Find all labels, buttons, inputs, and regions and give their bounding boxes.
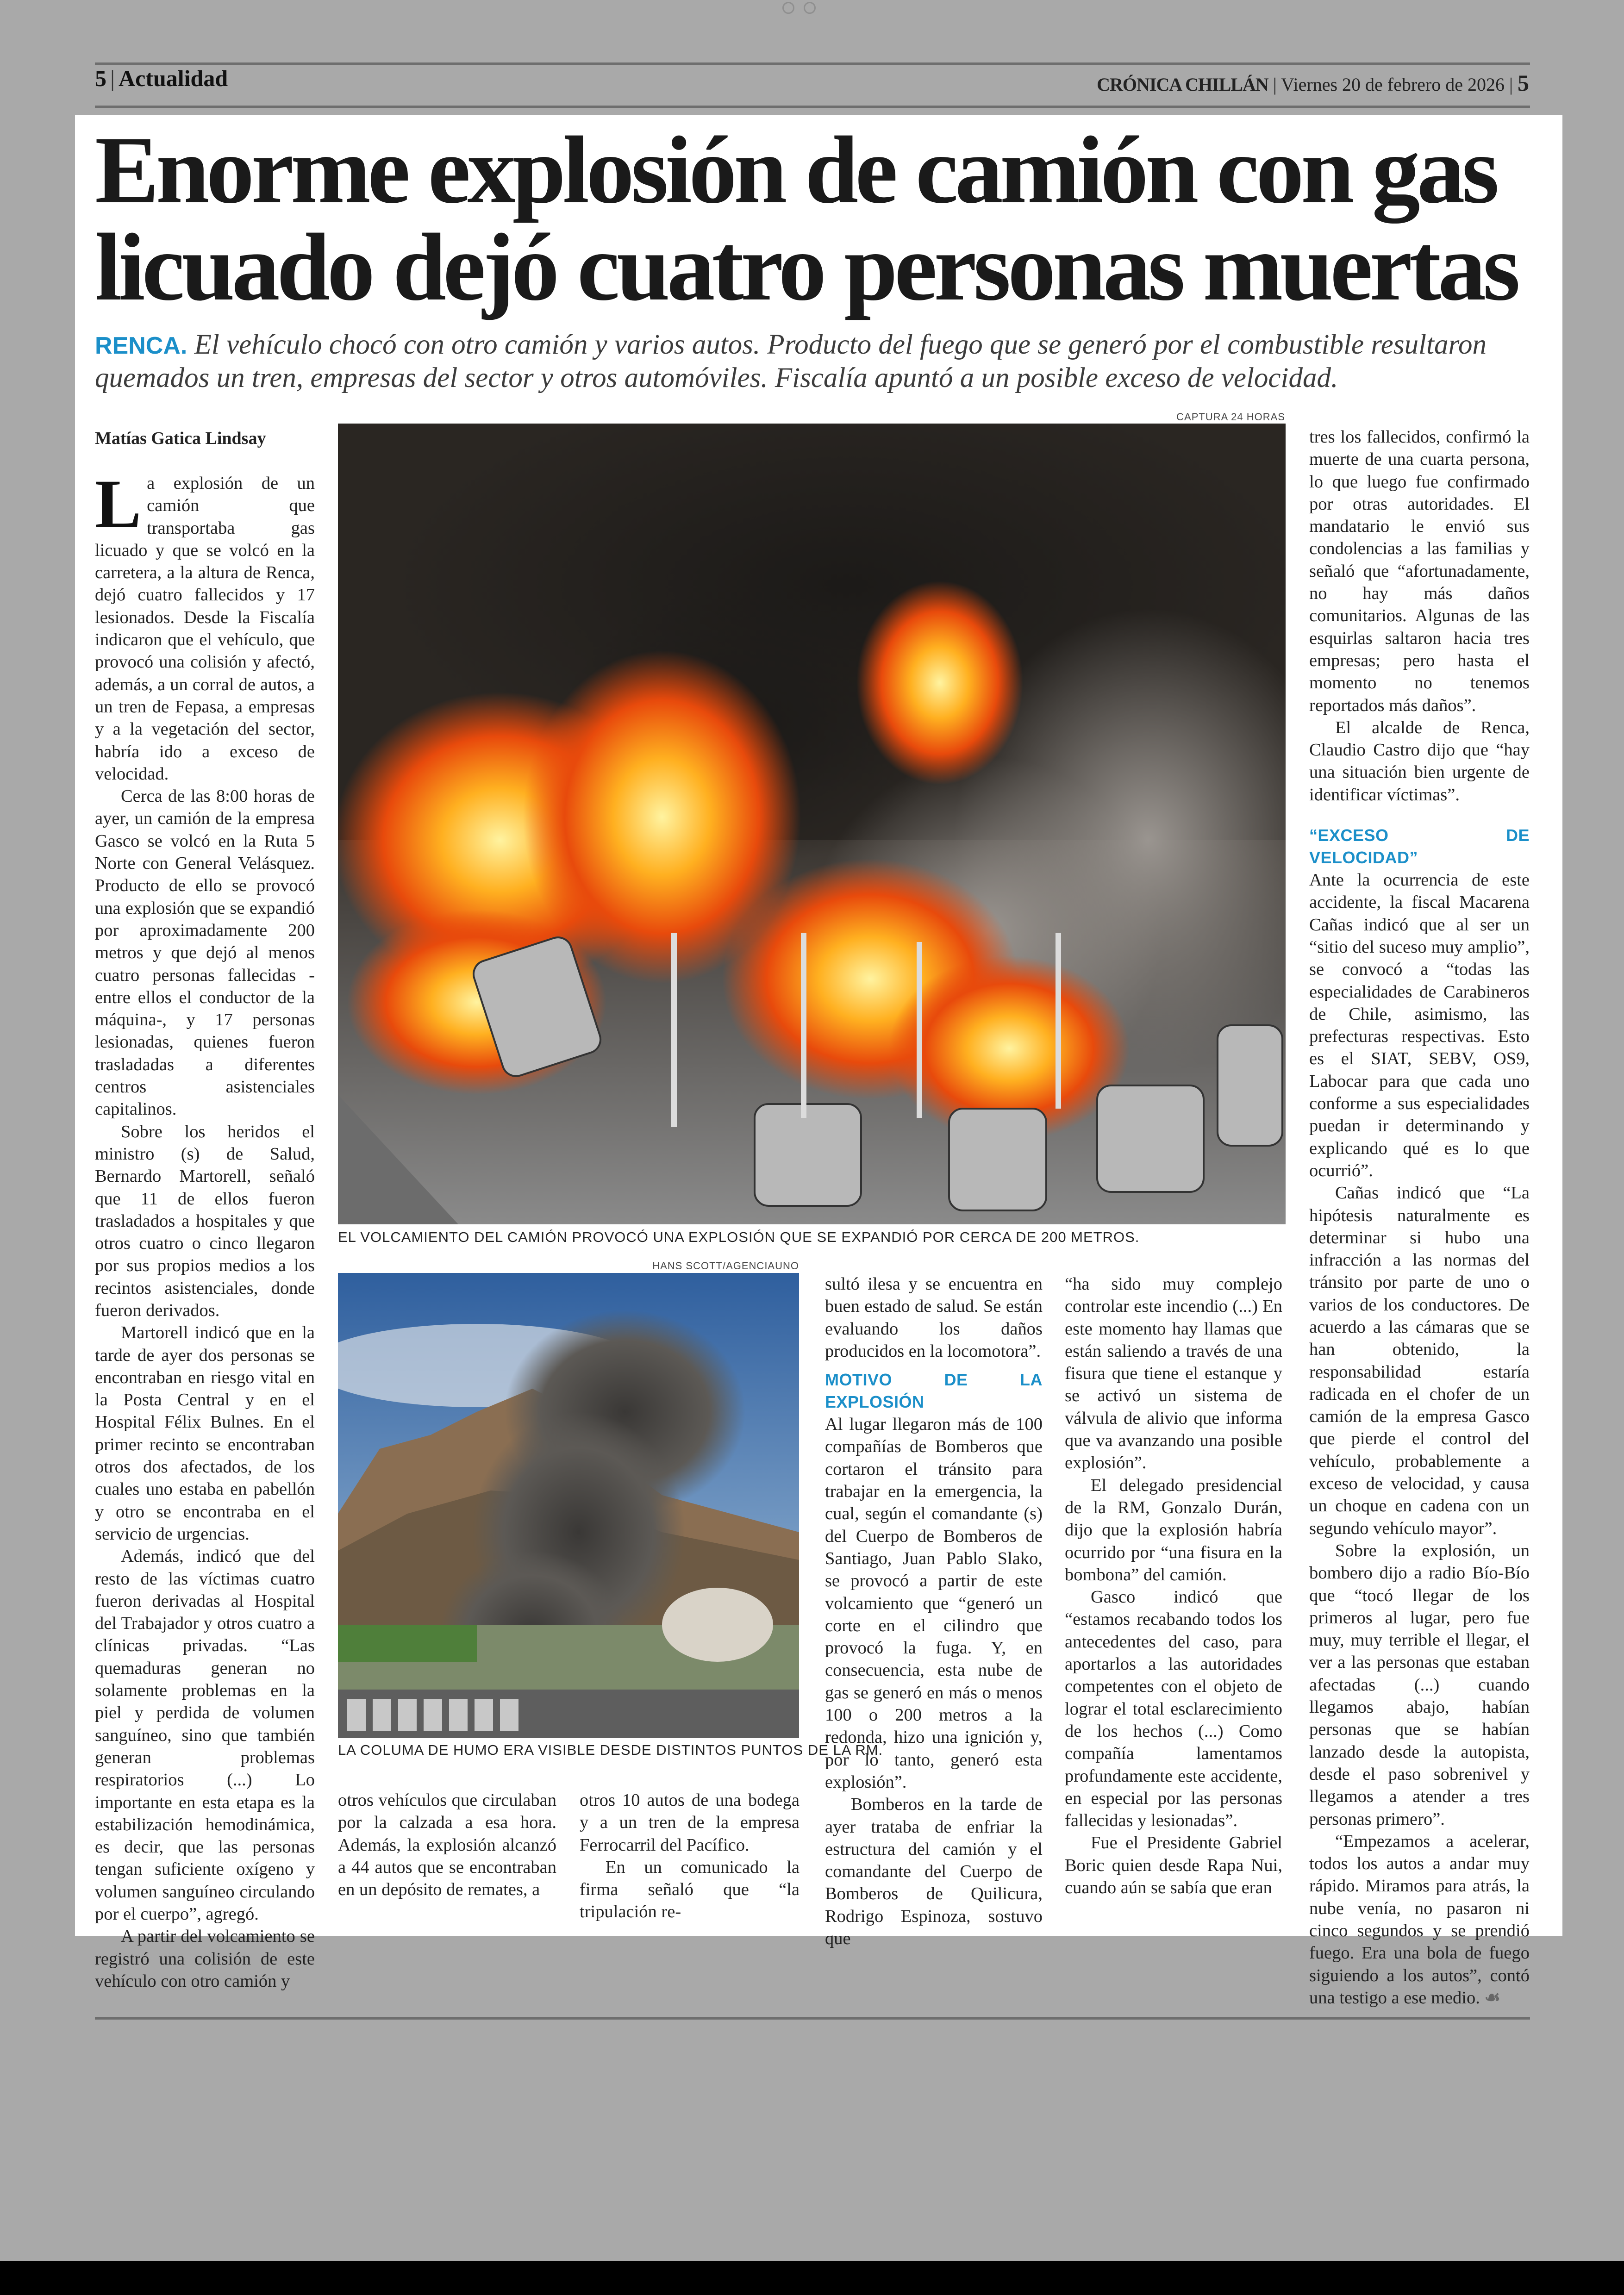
paragraph: tres los fallecidos, confirmó la muerte de una cuarta persona, lo que luego fue confirmado por otras autoridades. El mandatario le envió sus condolencias a las familias y señaló que “afortunadamente, no hay más daños comunitarios. Algunas de las esquirlas saltaron hacia tres empresas; pero hasta el momento no tenemos reportados más daños”. bbox=[1309, 427, 1530, 715]
paragraph: A partir del volcamiento se registró una colisión de este vehículo con otro camión y bbox=[95, 1927, 315, 1991]
section-header: 5 | Actualidad bbox=[95, 65, 228, 91]
paragraph: otros 10 autos de una bodega y a un tren de la empresa Ferrocarril del Pacífico. bbox=[580, 1790, 800, 1855]
nav-dot[interactable] bbox=[804, 2, 816, 14]
paragraph: otros vehículos que circulaban por la calzada a esa hora. Además, la explosión alcanzó a 44 autos que se encontraban en un depósito de remates, a bbox=[338, 1790, 556, 1900]
photo-caption: LA COLUMA DE HUMO ERA VISIBLE DESDE DISTINTOS PUNTOS DE LA RM. bbox=[338, 1742, 883, 1758]
page-nav-dots[interactable] bbox=[782, 2, 843, 14]
footer-rule bbox=[95, 2017, 1530, 2020]
paragraph: Sobre la explosión, un bombero dijo a radio Bío-Bío que “tocó llegar de los primeros al lugar, pero fue muy, muy terrible el llegar, el ver a las personas que estaban afectadas (...) cuando llegamos abajo, habían personas que se habían lanzado desde la autopista, desde el paso sobrenivel y llegamos a atender a tres personas primero”. bbox=[1309, 1540, 1530, 1829]
subhead: MOTIVO DE LA EXPLOSIÓN bbox=[825, 1370, 1043, 1412]
paragraph: Cerca de las 8:00 horas de ayer, un camión de la empresa Gasco se volcó en la Ruta 5 Norte con General Velásquez. Producto de ello se provocó una explosión que se expandió por aproximadamente 200 metros y que dejó al menos cuatro personas fallecidas -entre ellos el conductor de la máquina-, y 17 personas lesionadas, quienes fueron trasladadas a diferentes centros asistenciales capitalinos. bbox=[95, 786, 315, 1119]
paragraph: “ha sido muy complejo controlar este incendio (...) En este momento hay llamas que están saliendo a través de una fisura que tiene el estanque y se activó un sistema de válvula de alivio que informa que va avanzando una posible explosión”. bbox=[1065, 1274, 1282, 1473]
deck bbox=[95, 329, 1535, 394]
headline: Enorme explosión de camión con gas licuado dejó cuatro personas muertas bbox=[95, 117, 1518, 320]
publication-name: CRÓNICA CHILLÁN bbox=[1097, 74, 1268, 95]
deck-kicker: RENCA. bbox=[95, 332, 187, 359]
second-photo bbox=[338, 1273, 799, 1738]
header-rule bbox=[95, 106, 1530, 108]
column-5 bbox=[1065, 1273, 1282, 1899]
column-4 bbox=[825, 1273, 1043, 1950]
photo-caption: EL VOLCAMIENTO DEL CAMIÓN PROVOCÓ UNA EXPLOSIÓN QUE SE EXPANDIÓ POR CERCA DE 200 METROS. bbox=[338, 1229, 1140, 1245]
paragraph: Ante la ocurrencia de este accidente, la fiscal Macarena Cañas indicó que al ser un “sitio del suceso muy amplio”, se convocó a “todas las especialidades de Carabineros de Chile, asimismo, las prefecturas respectivas. Esto es el SIAT, SEBV, OS9, Labocar para que cada uno conforme a sus especialidades puedan ir determinando y explicando qué es lo que ocurrió”. bbox=[1309, 870, 1530, 1180]
paragraph: Bomberos en la tarde de ayer trataba de enfriar la estructura del camión y el comandante del Cuerpo de Bomberos de Quilicura, Rodrigo Espinoza, sostuvo que bbox=[825, 1795, 1043, 1949]
paragraph: Fue el Presidente Gabriel Boric quien desde Rapa Nui, cuando aún se sabía que eran bbox=[1065, 1833, 1282, 1898]
smoke-column-image bbox=[338, 1273, 799, 1738]
paragraph: El delegado presidencial de la RM, Gonzalo Durán, dijo que la explosión habría ocurrido por “una fisura en la bombona” del camión. bbox=[1065, 1475, 1282, 1584]
photo-credit: HANS SCOTT/AGENCIAUNO bbox=[652, 1260, 799, 1272]
publication-date: Viernes 20 de febrero de 2026 bbox=[1281, 74, 1505, 95]
paragraph: En un comunicado la firma señaló que “la tripulación re- bbox=[580, 1857, 800, 1922]
column-2 bbox=[338, 1789, 556, 1901]
paragraph: Además, indicó que del resto de las víctimas cuatro fueron derivadas al Hospital del Trabajador y otros cuatro a clínicas privadas. “Las quemaduras generan no solamente problemas en la piel y perdida de volumen sanguíneo, sino que también generan problemas respiratorios (...) Lo importante en esta etapa es la estabilización hemodinámica, es decir, que las personas tengan suficiente oxígeno y volumen sanguíneo circulando por el cuerpo”, agregó. bbox=[95, 1547, 315, 1924]
photo-credit: CAPTURA 24 HORAS bbox=[1176, 411, 1285, 423]
paragraph: Gasco indicó que “estamos recabando todos los antecedentes del caso, para aportarlos a las autoridades competentes con el objeto de lograr el total esclarecimiento de los hechos (...) Como compañía lamentamos profundamente este accidente, en especial por las personas fallecidas y lesionadas”. bbox=[1065, 1587, 1282, 1831]
paragraph: Cañas indicó que “La hipótesis naturalmente es determinar si hubo una infracción a las normas del tránsito por parte de uno o varios de los conductores. De acuerdo a las cámaras que se han obtenido, la responsabilidad estaría radicada en el chofer de un camión de la empresa Gasco que pierde el control del vehículo, probablemente a exceso de velocidad, y causa un choque en cadena con un segundo vehículo mayor”. bbox=[1309, 1183, 1530, 1538]
fire-scene-image bbox=[338, 424, 1286, 1224]
byline: Matías Gatica Lindsay bbox=[95, 429, 266, 448]
deck-text: El vehículo chocó con otro camión y varios autos. Producto del fuego que se generó por el combustible resultaron quemados un tren, empresas del sector y otros automóviles. Fiscalía apuntó a un posible exceso de velocidad. bbox=[95, 329, 1487, 393]
page-number-left: 5 bbox=[95, 65, 106, 91]
section-label: Actualidad bbox=[119, 65, 228, 91]
paragraph: El alcalde de Renca, Claudio Castro dijo que “hay una situación bien urgente de identificar víctimas”. bbox=[1309, 717, 1530, 804]
main-photo bbox=[338, 424, 1286, 1224]
column-3 bbox=[580, 1789, 800, 1923]
top-rule bbox=[95, 62, 1530, 65]
page-number-right: 5 bbox=[1518, 70, 1529, 96]
nav-dot[interactable] bbox=[782, 2, 794, 14]
publication-header: CRÓNICA CHILLÁN | Viernes 20 de febrero de 2026 | 5 bbox=[1097, 70, 1529, 96]
column-1 bbox=[95, 466, 315, 1992]
column-6 bbox=[1309, 426, 1530, 2009]
paragraph: Martorell indicó que en la tarde de ayer dos personas se encontraban en riesgo vital en la Posta Central y en el Hospital Félix Bulnes. En el primer recinto se encontraban otros dos afectados, de los cuales uno estaba en pabellón y otro se encontraba en el servicio de urgencias. bbox=[95, 1323, 315, 1544]
paragraph: La explosión de un camión que transportaba gas licuado y que se volcó en la carretera, a la altura de Renca, dejó cuatro fallecidos y 17 lesionados. Desde la Fiscalía indicaron que el vehículo, que provocó una colisión y afectó, además, a un corral de autos, a un tren de Fepasa, a empresas y a la vegetación del sector, habría ido a exceso de velocidad. bbox=[95, 466, 315, 784]
paragraph: sultó ilesa y se encuentra en buen estado de salud. Se están evaluando los daños producidos en la locomotora”. bbox=[825, 1274, 1043, 1361]
bottom-bar bbox=[0, 2261, 1624, 2295]
paragraph: “Empezamos a acelerar, todos los autos a andar muy rápido. Miramos para atrás, la nube venía, no pasaron ni cinco segundos y se prendió fuego. Era una bola de fuego siguiendo a los autos”, contó una testigo a ese medio. ☙ bbox=[1309, 1831, 1530, 2008]
subhead: “EXCESO DE VELOCIDAD” bbox=[1309, 826, 1530, 867]
drop-cap: L bbox=[95, 466, 142, 543]
end-mark-icon: ☙ bbox=[1484, 1988, 1500, 2008]
paragraph: Sobre los heridos el ministro (s) de Salud, Bernardo Martorell, señaló que 11 de ellos fueron trasladados a hospitales y que otros cuatro o cinco llegaron por sus propios medios a los recintos asistenciales, donde fueron derivados. bbox=[95, 1122, 315, 1320]
paragraph: Al lugar llegaron más de 100 compañías de Bomberos que cortaron el tránsito para trabajar en la emergencia, la cual, según el comandante (s) del Cuerpo de Bomberos de Santiago, Juan Pablo Slako, se provocó a partir de este volcamiento que “generó un corte en el cilindro que provocó la fuga. Y, en consecuencia, esta nube de gas se generó en más o menos 100 o 200 metros a la redonda, hizo una ignición y, por lo tanto, generó esta explosión”. bbox=[825, 1415, 1043, 1792]
